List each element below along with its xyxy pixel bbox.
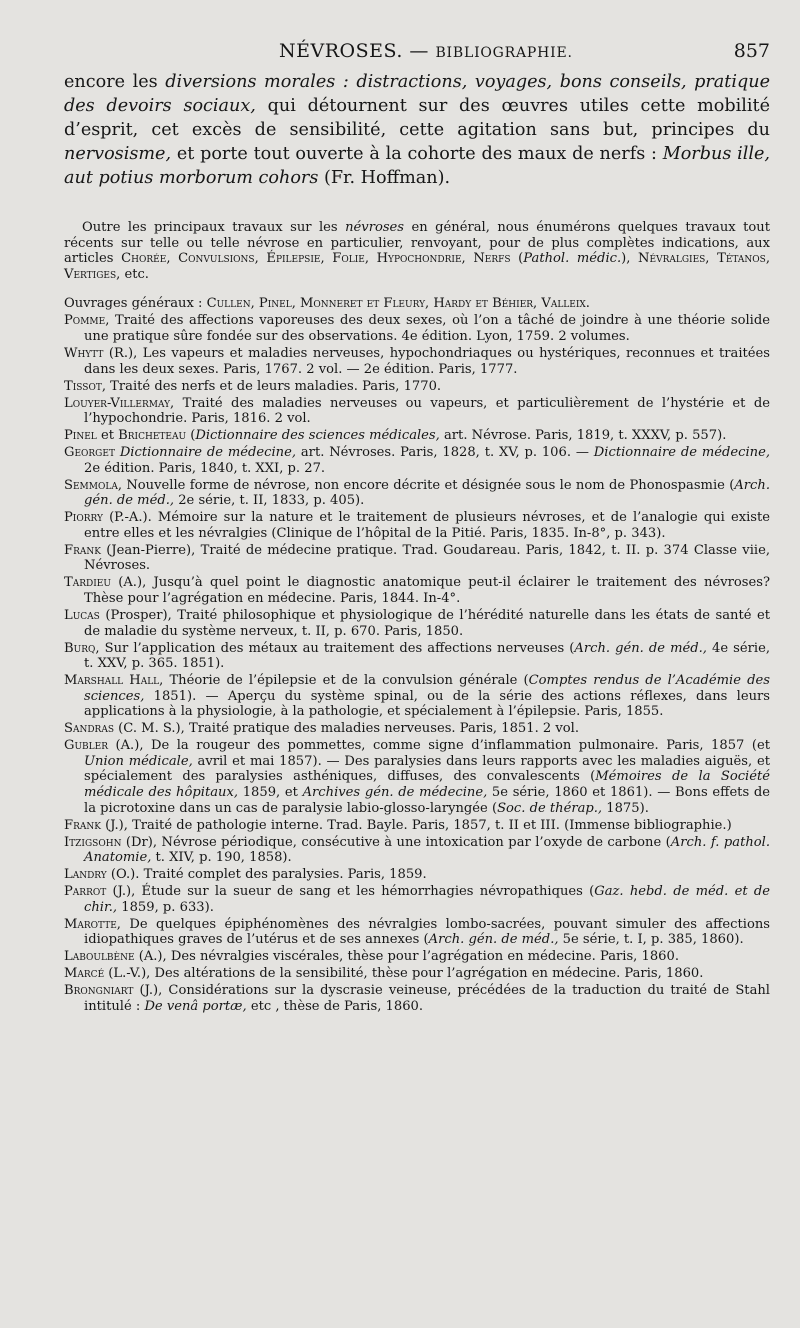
entry-text: (J.), Étude sur la sueur de sang et les hémorrhagies névropathiques ( [106,884,595,900]
entry-text: 4e série, t. XXV, p. 365. 1851). [84,640,771,672]
entry-small-caps: Tardieu [64,575,111,591]
bibliography-entry [64,396,770,427]
entry-italic: Gaz. hebd. de méd. et de chir., [84,884,770,915]
entry-text: avril et mai 1857). — Des paralysies dans leurs rapports avec les maladies aiguës, et spécialement des paralysies asthéniques, diffuses, des convalescents ( [84,753,770,785]
bibliography-entry [64,884,770,915]
running-head-subtitle: BIBLIOGRAPHIE. [435,45,573,61]
entry-text: Traité des maladies nerveuses ou vapeurs, et particulièrement de l’hystérie et de l’hypochondrie. Paris, 1816. 2 vol. [84,395,770,427]
entry-italic: Dictionnaire des sciences médicales, [195,428,440,444]
bibliography-entry [64,949,770,965]
entry-small-caps: Frank [64,542,101,558]
entry-text: (A.), De la rougeur des pommettes, comme signe d’inflammation pulmonaire. Paris, 1857 (et [107,738,770,754]
entry-italic: Union médicale, [84,753,193,769]
intro-italic: Pathol. médic. [523,251,622,267]
entry-text: (P.-A.). Mémoire sur la nature et le traitement de plusieurs névroses, et de l’analogie qui existe entre elles et les névralgies (Clinique de l’hôpital de la Pitié. Paris, 1835. In-8°, p. 343). [84,510,770,541]
entry-small-caps: Laboulbène [64,949,135,965]
bibliography-entry [64,296,770,312]
entry-italic: Arch. gén. de méd., [574,640,707,656]
running-head [64,40,770,68]
entry-text: (Jean-Pierre), Traité de médecine pratique. Trad. Goudareau. Paris, 1842, t. II. p. 374 Classe viie, Névroses. [84,542,770,574]
entry-small-caps: Burq, [64,640,100,656]
bibliography-entry [64,641,770,672]
bibliography-entry [64,445,770,476]
entry-italic: Archives gén. de médecine, [302,785,488,801]
bibliography-entry [64,575,770,606]
entry-italic: Dictionnaire de médecine, [593,445,771,461]
entry-small-caps: Marcé [64,966,105,982]
entry-text: (L.-V.), Des altérations de la sensibilité, thèse pour l’agrégation en médecine. Paris, 1860. [104,966,704,982]
intro-small-caps: Névralgies, Tétanos, Vertiges, [64,251,771,282]
entry-italic: Comptes rendus de l’Académie des sciences, [84,673,770,704]
lead-text: encore les [64,72,166,92]
entry-text: (C. M. S.), Traité pratique des maladies nerveuses. Paris, 1851. 2 vol. [114,721,580,737]
entry-small-caps: Pomme, [64,313,110,329]
entry-text: Traité des affections vaporeuses des deux sexes, où l’on a tâché de joindre à une théorie solide une pratique sûre fondée sur des observations. 4e édition. Lyon, 1759. 2 volumes. [84,313,770,344]
entry-small-caps: Piorry [64,510,103,526]
entry-small-caps: Brongniart [64,983,134,999]
entry-text: 1859, p. 633). [117,899,214,915]
entry-text: De quelques épiphénomènes des névralgies lombo-sacrées, pouvant simuler des affections idiopathiques graves de l’utérus et de ses annexes ( [84,916,770,948]
entry-text: 5e série, 1860 et 1861). — Bons effets de la picrotoxine dans un cas de paralysie labio-glosso-laryngée ( [84,785,770,816]
lead-text: (Fr. Hoffman). [318,168,451,188]
entry-text: (A.), Des névralgies viscérales, thèse pour l’agrégation en médecine. Paris, 1860. [134,949,679,965]
lead-text: et porte tout ouverte à la cohorte des maux de nerfs : [171,144,663,164]
entry-text: (J.), Considérations sur la dyscrasie veineuse, précédées de la traduction du traité de Stahl intitulé : [84,983,770,1014]
entry-text: 1859, et [238,785,303,801]
entry-text: art. Névroses. Paris, 1828, t. XV, p. 106. — [296,445,594,461]
bibliography-entry [64,543,770,574]
bibliography-entry [64,673,770,720]
entry-text: et [96,428,119,444]
entry-italic: Dictionnaire de médecine, [119,445,297,461]
bibliography-entry [64,738,770,816]
entry-small-caps: Marotte, [64,916,121,932]
entry-text: 1875). [602,800,649,816]
intro-text: etc. [120,266,149,282]
intro-text: ( [510,251,524,267]
entry-text: (R.), Les vapeurs et maladies nerveuses, hypochondriaques ou hystériques, reconnues et traitées dans les deux sexes. Paris, 1767. 2 vol. — 2e édition. Paris, 1777. [84,345,770,377]
entry-small-caps: Marshall Hall, [64,673,164,689]
bibliography-entry [64,428,770,444]
entry-text: Ouvrages généraux : [64,296,207,312]
bibliography-entry [64,983,770,1014]
running-head-title: NÉVROSES. — BIBLIOGRAPHIE. [279,40,573,62]
bibliography-entry [64,478,770,509]
entry-small-caps: Frank [64,817,101,833]
entry-small-caps: Georget [64,445,115,461]
entry-small-caps: Itzigsohn [64,834,122,850]
entry-small-caps: Pinel [64,428,97,444]
entry-text: Nouvelle forme de névrose, non encore décrite et désignée sous le nom de Phonospasmie ( [122,477,735,493]
entry-text: (Prosper), Traité philosophique et physiologique de l’hérédité naturelle dans les états de santé et de maladie du système nerveux, t. II, p. 670. Paris, 1850. [84,607,770,639]
intro-text: Outre les principaux travaux sur les [82,220,346,235]
entry-small-caps: Louyer-Villermay, [64,395,175,411]
entry-italic: Arch. gén. de méd., [428,932,559,948]
intro-text: ), [621,251,639,267]
lead-italic: nervosisme, [64,144,172,164]
entry-small-caps: Gubler [64,738,108,754]
entry-small-caps: Semmola, [64,477,122,493]
lead-text: qui détournent sur des œuvres utiles cette mobilité d’esprit, cet excès de sensibilité, cette agitation sans but, principes du [64,96,770,140]
bibliography-entry [64,346,770,377]
page-number: 857 [733,40,770,62]
bibliography-entry [64,917,770,948]
bibliography-entry [64,867,770,883]
entry-italic: Soc. de thérap., [497,800,603,816]
lead-italic: diversions morales : distractions, voyages, bons conseils, pratique des devoirs sociaux, [64,72,771,116]
bibliography-entry [64,721,770,737]
entry-text: 2e série, t. II, 1833, p. 405). [174,493,365,509]
entry-text: t. XIV, p. 190, 1858). [151,850,292,866]
entry-text: Traité des nerfs et de leurs maladies. Paris, 1770. [106,378,442,394]
entry-italic: Arch. f. pathol. Anatomie, [84,834,770,866]
bibliography-list [64,296,770,1014]
entry-small-caps: Lucas [64,607,100,623]
bibliography-entry [64,379,770,395]
entry-italic: Arch. gén. de méd., [84,477,770,509]
intro-text: en général, nous énumérons quelques travaux tout récents sur telle ou telle névrose en particulier, renvoyant, pour de plus complètes indications, aux articles [64,220,770,267]
entry-small-caps: Sandras [64,721,115,737]
entry-text: (Dr), Névrose périodique, consécutive à une intoxication par l’oxyde de carbone ( [121,834,671,850]
entry-text: 2e édition. Paris, 1840, t. XXI, p. 27. [84,460,326,476]
entry-italic: Mémoires de la Société médicale des hôpitaux, [84,769,770,801]
entry-small-caps: Parrot [64,884,107,900]
bibliography-entry [64,966,770,982]
entry-text: (J.), Traité de pathologie interne. Trad. Bayle. Paris, 1857, t. II et III. (Immense bibliographie.) [100,817,732,833]
entry-small-caps: Cullen, Pinel, Monneret et Fleury, Hardy et Béhier, Valleix. [206,296,590,312]
entry-text: (A.), Jusqu’à quel point le diagnostic anatomique peut-il éclairer le traitement des névroses? Thèse pour l’agrégation en médecine. Paris, 1844. In-4°. [84,575,770,606]
bibliography-entry [64,608,770,639]
entry-text: art. Névrose. Paris, 1819, t. XXXV, p. 557). [439,428,727,444]
entry-text: etc , thèse de Paris, 1860. [246,998,424,1014]
entry-text: (O.). Traité complet des paralysies. Paris, 1859. [106,867,427,883]
bibliography-entry [64,835,770,866]
entry-small-caps: Tissot, [64,378,107,394]
intro-paragraph [64,220,770,282]
intro-italic: névroses [345,220,405,235]
entry-text: 5e série, t. I, p. 385, 1860). [558,932,744,948]
entry-text: 1851). — Aperçu du système spinal, ou de la série des actions réflexes, dans leurs applications à la physiologie, à la pathologie, et spécialement à l’épilepsie. Paris, 1855. [84,688,770,720]
entry-small-caps: Whytt [64,345,104,361]
intro-small-caps: Chorée, Convulsions, Épilepsie, Folie, Hypochondrie, Nerfs [121,251,511,267]
bibliography-entry [64,313,770,344]
entry-small-caps: Bricheteau [118,428,187,444]
bibliography-entry [64,818,770,834]
entry-text: ( [186,428,196,444]
entry-text: Sur l’application des métaux au traitement des affections nerveuses ( [99,640,575,656]
entry-text: Théorie de l’épilepsie et de la convulsion générale ( [163,673,529,689]
lead-italic: Morbus ille, aut potius morborum cohors [64,144,770,188]
bibliography-entry [64,510,770,541]
lead-paragraph [64,70,770,190]
entry-italic: De venâ portæ, [144,998,247,1014]
entry-small-caps: Landry [64,867,107,883]
